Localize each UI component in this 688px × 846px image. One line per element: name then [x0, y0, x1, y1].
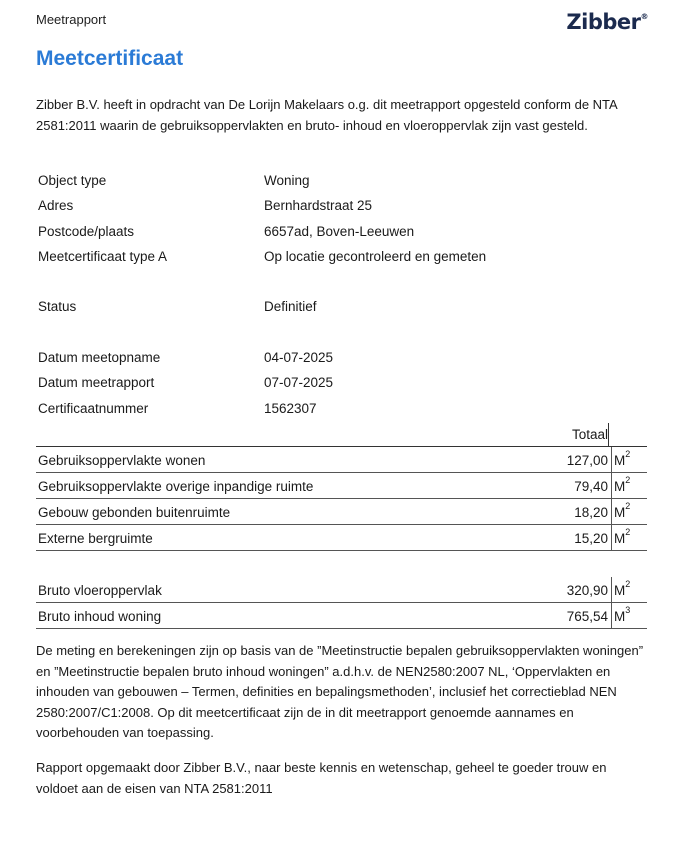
page-title: Meetcertificaat — [36, 47, 184, 70]
row-value: 320,90 — [566, 583, 608, 598]
total-column-header: Totaal — [571, 427, 608, 442]
unit-exponent: 2 — [625, 449, 631, 459]
unit-symbol: M — [614, 531, 626, 546]
row-unit — [611, 525, 630, 550]
info-label: Datum meetopname — [38, 350, 161, 366]
unit-symbol: M — [614, 479, 626, 494]
unit-symbol: M — [614, 505, 626, 520]
info-label: Adres — [38, 198, 74, 214]
info-value: 04-07-2025 — [264, 350, 334, 366]
row-unit — [611, 447, 630, 472]
logo-registered-mark: ® — [640, 12, 648, 21]
info-label: Datum meetrapport — [38, 375, 155, 391]
row-label: Bruto vloeroppervlak — [38, 583, 162, 598]
row-label: Gebouw gebonden buitenruimte — [38, 505, 231, 520]
info-row-certificate-type — [38, 247, 638, 298]
table-spacer — [36, 551, 647, 577]
logo-text: Zibber — [566, 10, 641, 34]
row-label: Gebruiksoppervlakte wonen — [38, 453, 206, 468]
info-row-report-date — [38, 373, 638, 398]
row-unit — [611, 473, 630, 498]
row-value: 765,54 — [566, 609, 608, 624]
methodology-paragraph: De meting en berekeningen zijn op basis van de ”Meetinstructie bepalen gebruiksoppervlakten woningen” en ”Meetinstructie bepalen bruto inhoud woningen” a.d.h.v. de NEN2580:2007 NL, ‘Oppervlakten en inhouden van gebouwen – Termen, definities en bepalingsmethoden’, inclusief het correctieblad NEN 2580:2007/C1:2008. Op dit meetcertificaat zijn de in dit meetrapport genoemde aannames en voorbehouden van toepassing. — [36, 643, 644, 740]
info-row-status — [38, 297, 638, 348]
unit-symbol: M — [614, 583, 626, 598]
table-row-bruto — [36, 603, 647, 629]
info-label: Meetcertificaat type A — [38, 248, 168, 264]
info-row-certificate-number — [38, 399, 638, 424]
row-unit — [611, 499, 630, 524]
unit-symbol: M — [614, 453, 626, 468]
unit-exponent: 2 — [625, 475, 631, 485]
row-value: 79,40 — [574, 479, 608, 494]
info-label: Object type — [38, 173, 107, 188]
info-row-postcode — [38, 222, 638, 247]
row-value: 127,00 — [566, 453, 608, 468]
row-unit — [611, 603, 630, 628]
info-value: 07-07-2025 — [264, 375, 334, 391]
intro-paragraph: Zibber B.V. heeft in opdracht van De Lorijn Makelaars o.g. dit meetrapport opgesteld conform de NTA 2581:2011 waarin de gebruiksoppervlakten en bruto- inhoud en vloeroppervlak zijn vast gesteld. — [36, 97, 617, 133]
table-row-bruto — [36, 577, 647, 603]
unit-exponent: 2 — [625, 501, 631, 511]
info-value: Bernhardstraat 25 — [264, 198, 373, 214]
info-value: Definitief — [264, 299, 317, 315]
table-row — [36, 499, 647, 525]
table-row — [36, 525, 647, 551]
row-label: Externe bergruimte — [38, 531, 153, 546]
info-row-address — [38, 196, 638, 221]
unit-exponent: 2 — [625, 527, 631, 537]
row-label: Bruto inhoud woning — [38, 609, 162, 624]
info-label: Postcode/plaats — [38, 223, 135, 239]
info-value: 6657ad, Boven-Leeuwen — [264, 223, 415, 239]
info-row-measure-date — [38, 348, 638, 373]
info-label: Certificaatnummer — [38, 400, 149, 416]
row-value: 15,20 — [574, 531, 608, 546]
measurements-table — [36, 423, 647, 629]
info-row-object-type — [38, 171, 638, 196]
page-header — [36, 10, 648, 40]
unit-symbol: M — [614, 609, 626, 624]
info-value: 1562307 — [264, 400, 317, 416]
zibber-logo — [566, 10, 648, 34]
unit-exponent: 3 — [625, 605, 631, 615]
unit-exponent: 2 — [625, 579, 631, 589]
row-label: Gebruiksoppervlakte overige inpandige ruimte — [38, 479, 314, 494]
info-value: Woning — [264, 173, 310, 188]
row-value: 18,20 — [574, 505, 608, 520]
measurements-header — [36, 423, 647, 447]
table-row — [36, 473, 647, 499]
column-divider — [608, 423, 609, 446]
document-label: Meetrapport — [36, 12, 107, 27]
declaration-paragraph: Rapport opgemaakt door Zibber B.V., naar beste kennis en wetenschap, geheel te goeder trouw en voldoet aan de eisen van NTA 2581:2011 — [36, 760, 607, 796]
object-info-list — [38, 171, 638, 424]
info-label: Status — [38, 299, 77, 315]
table-row — [36, 447, 647, 473]
row-unit — [611, 577, 630, 602]
info-value: Op locatie gecontroleerd en gemeten — [264, 248, 487, 264]
